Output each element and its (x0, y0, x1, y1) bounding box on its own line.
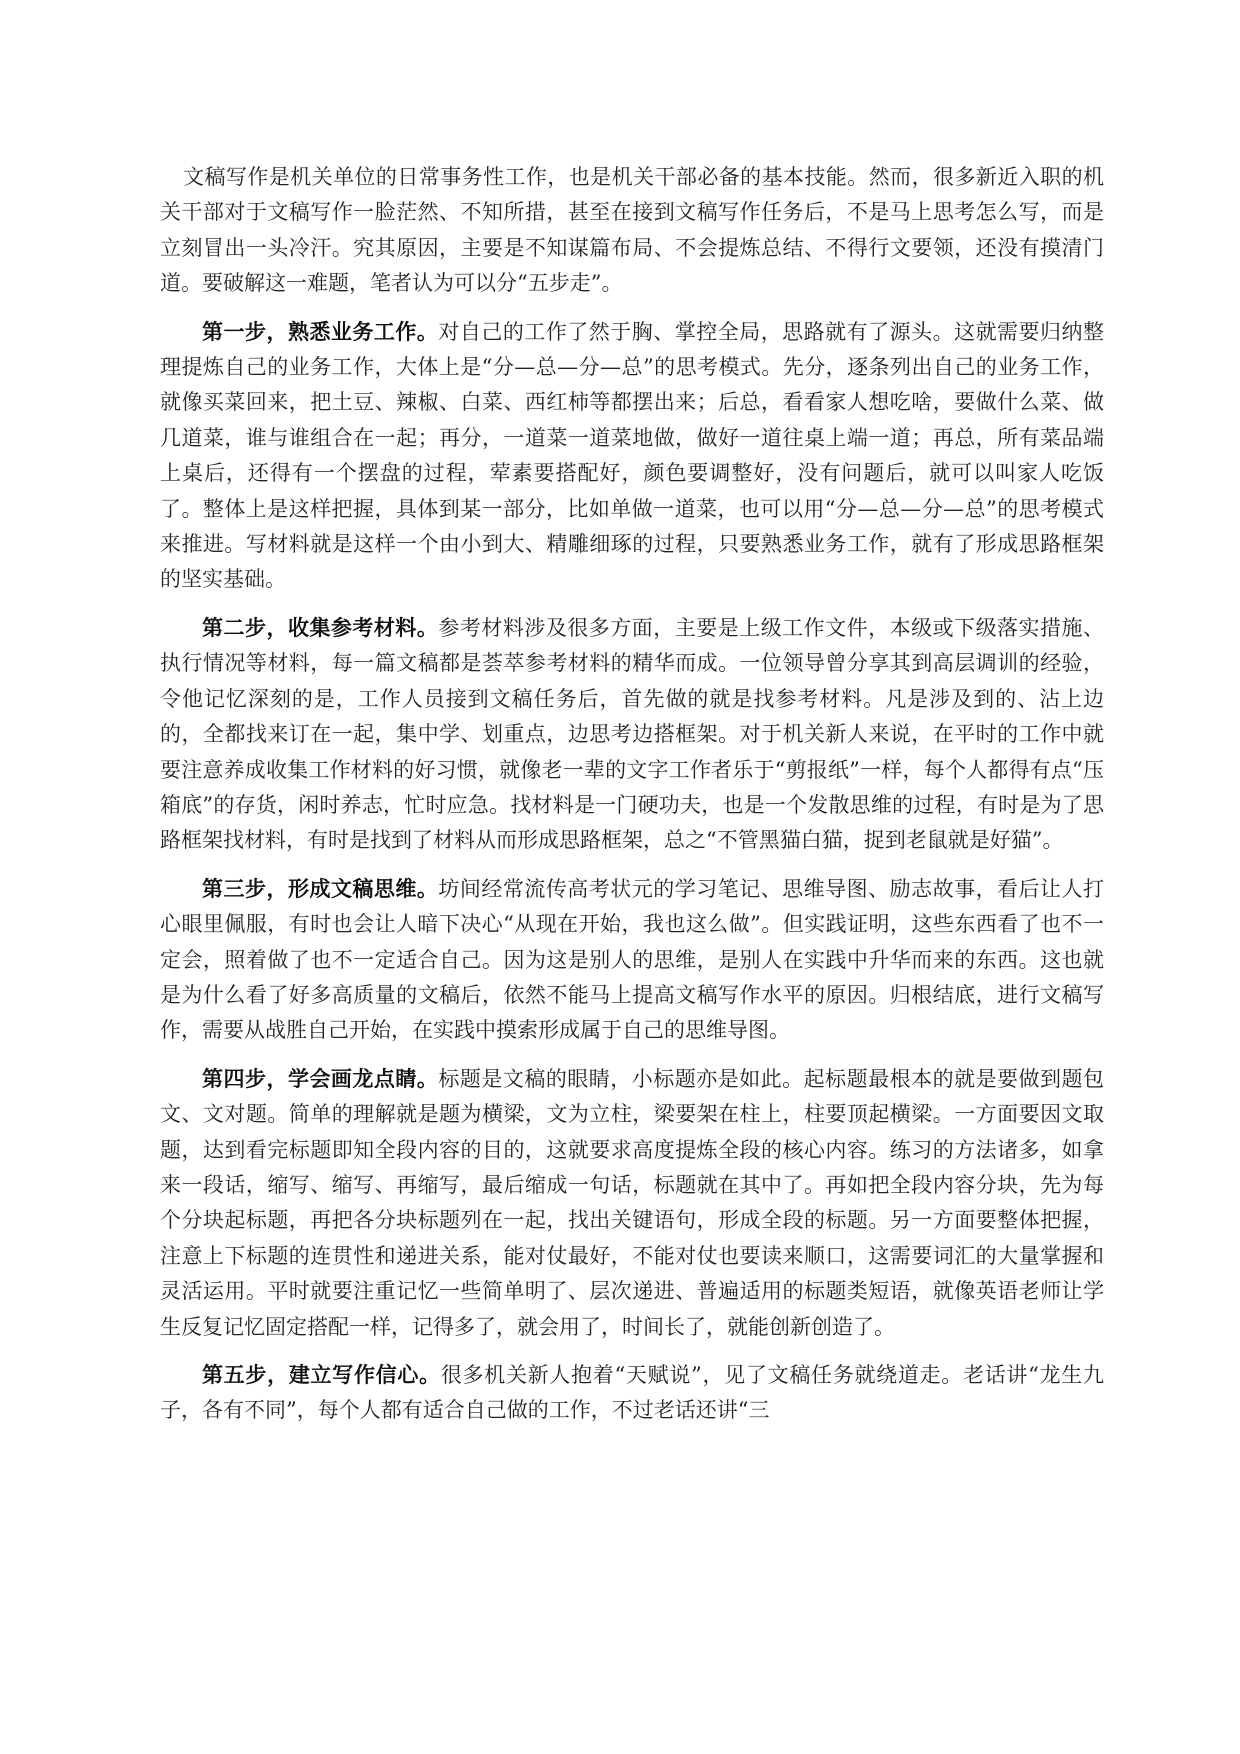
step-5-paragraph (160, 1357, 1104, 1429)
step-1-paragraph (160, 314, 1104, 598)
step-2-text: 参考材料涉及很多方面，主要是上级工作文件，本级或下级落实措施、执行情况等材料，每一篇文稿都是荟萃参考材料的精华而成。一位领导曾分享其到高层调训的经验，令他记忆深刻的是，工作人员接到文稿任务后，首先做的就是找参考材料。凡是涉及到的、沾上边的，全都找来订在一起，集中学、划重点，边思考边搭框架。对于机关新人来说，在平时的工作中就要注意养成收集工作材料的好习惯，就像老一辈的文字工作者乐于“剪报纸”一样，每个人都得有点“压箱底”的存货，闲时养志，忙时应急。找材料是一门硬功夫，也是一个发散思维的过程，有时是为了思路框架找材料，有时是找到了材料从而形成思路框架，总之“不管黑猫白猫，捉到老鼠就是好猫”。 (160, 615, 1105, 853)
step-4-paragraph (160, 1061, 1104, 1345)
step-5-text: 很多机关新人抱着“天赋说”，见了文稿任务就绕道走。老话讲“龙生九子，各有不同”，每个人都有适合自己做的工作，不过老话还讲“三 (160, 1363, 1104, 1423)
document-page (160, 160, 1104, 1441)
step-1-heading: 第一步，熟悉业务工作。 (202, 318, 439, 344)
step-1-text: 对自己的工作了然于胸、掌控全局，思路就有了源头。这就需要归纳整理提炼自己的业务工作，大体上是“分—总—分—总”的思考模式。先分，逐条列出自己的业务工作，就像买菜回来，把土豆、辣椒、白菜、西红柿等都摆出来；后总，看看家人想吃啥，要做什么菜、做几道菜，谁与谁组合在一起；再分，一道菜一道菜地做，做好一道往桌上端一道；再总，所有菜品端上桌后，还得有一个摆盘的过程，荤素要搭配好，颜色要调整好，没有问题后，就可以叫家人吃饭了。整体上是这样把握，具体到某一部分，比如单做一道菜，也可以用“分—总—分—总”的思考模式来推进。写材料就是这样一个由小到大、精雕细琢的过程，只要熟悉业务工作，就有了形成思路框架的坚实基础。 (160, 319, 1105, 592)
step-4-text: 标题是文稿的眼睛，小标题亦是如此。起标题最根本的就是要做到题包文、文对题。简单的理解就是题为横梁，文为立柱，梁要架在柱上，柱要顶起横梁。一方面要因文取题，达到看完标题即知全段内容的目的，这就要求高度提炼全段的核心内容。练习的方法诸多，如拿来一段话，缩写、缩写、再缩写，最后缩成一句话，标题就在其中了。再如把全段内容分块，先为每个分块起标题，再把各分块标题列在一起，找出关键语句，形成全段的标题。另一方面要整体把握，注意上下标题的连贯性和递进关系，能对仗最好，不能对仗也要读来顺口，这需要词汇的大量掌握和灵活运用。平时就要注重记忆一些简单明了、层次递进、普遍适用的标题类短语，就像英语老师让学生反复记忆固定搭配一样，记得多了，就会用了，时间长了，就能创新创造了。 (160, 1066, 1105, 1339)
step-3-paragraph (160, 871, 1104, 1049)
intro-text: 文稿写作是机关单位的日常事务性工作，也是机关干部必备的基本技能。然而，很多新近入职的机关干部对于文稿写作一脸茫然、不知所措，甚至在接到文稿写作任务后，不是马上思考怎么写，而是立刻冒出一头冷汗。究其原因，主要是不知谋篇布局、不会提炼总结、不得行文要领，还没有摸清门道。要破解这一难题，笔者认为可以分“五步走”。 (160, 165, 1104, 296)
step-2-heading: 第二步，收集参考材料。 (202, 614, 439, 640)
step-4-heading: 第四步，学会画龙点睛。 (202, 1065, 439, 1091)
step-3-heading: 第三步，形成文稿思维。 (202, 875, 439, 901)
step-3-text: 坊间经常流传高考状元的学习笔记、思维导图、励志故事，看后让人打心眼里佩服，有时也会让人暗下决心“从现在开始，我也这么做”。但实践证明，这些东西看了也不一定会，照着做了也不一定适合自己。因为这是别人的思维，是别人在实践中升华而来的东西。这也就是为什么看了好多高质量的文稿后，依然不能马上提高文稿写作水平的原因。归根结底，进行文稿写作，需要从战胜自己开始，在实践中摸索形成属于自己的思维导图。 (160, 876, 1105, 1043)
step-2-paragraph (160, 610, 1104, 859)
intro-paragraph (160, 160, 1104, 302)
step-5-heading: 第五步，建立写作信心。 (202, 1362, 441, 1387)
